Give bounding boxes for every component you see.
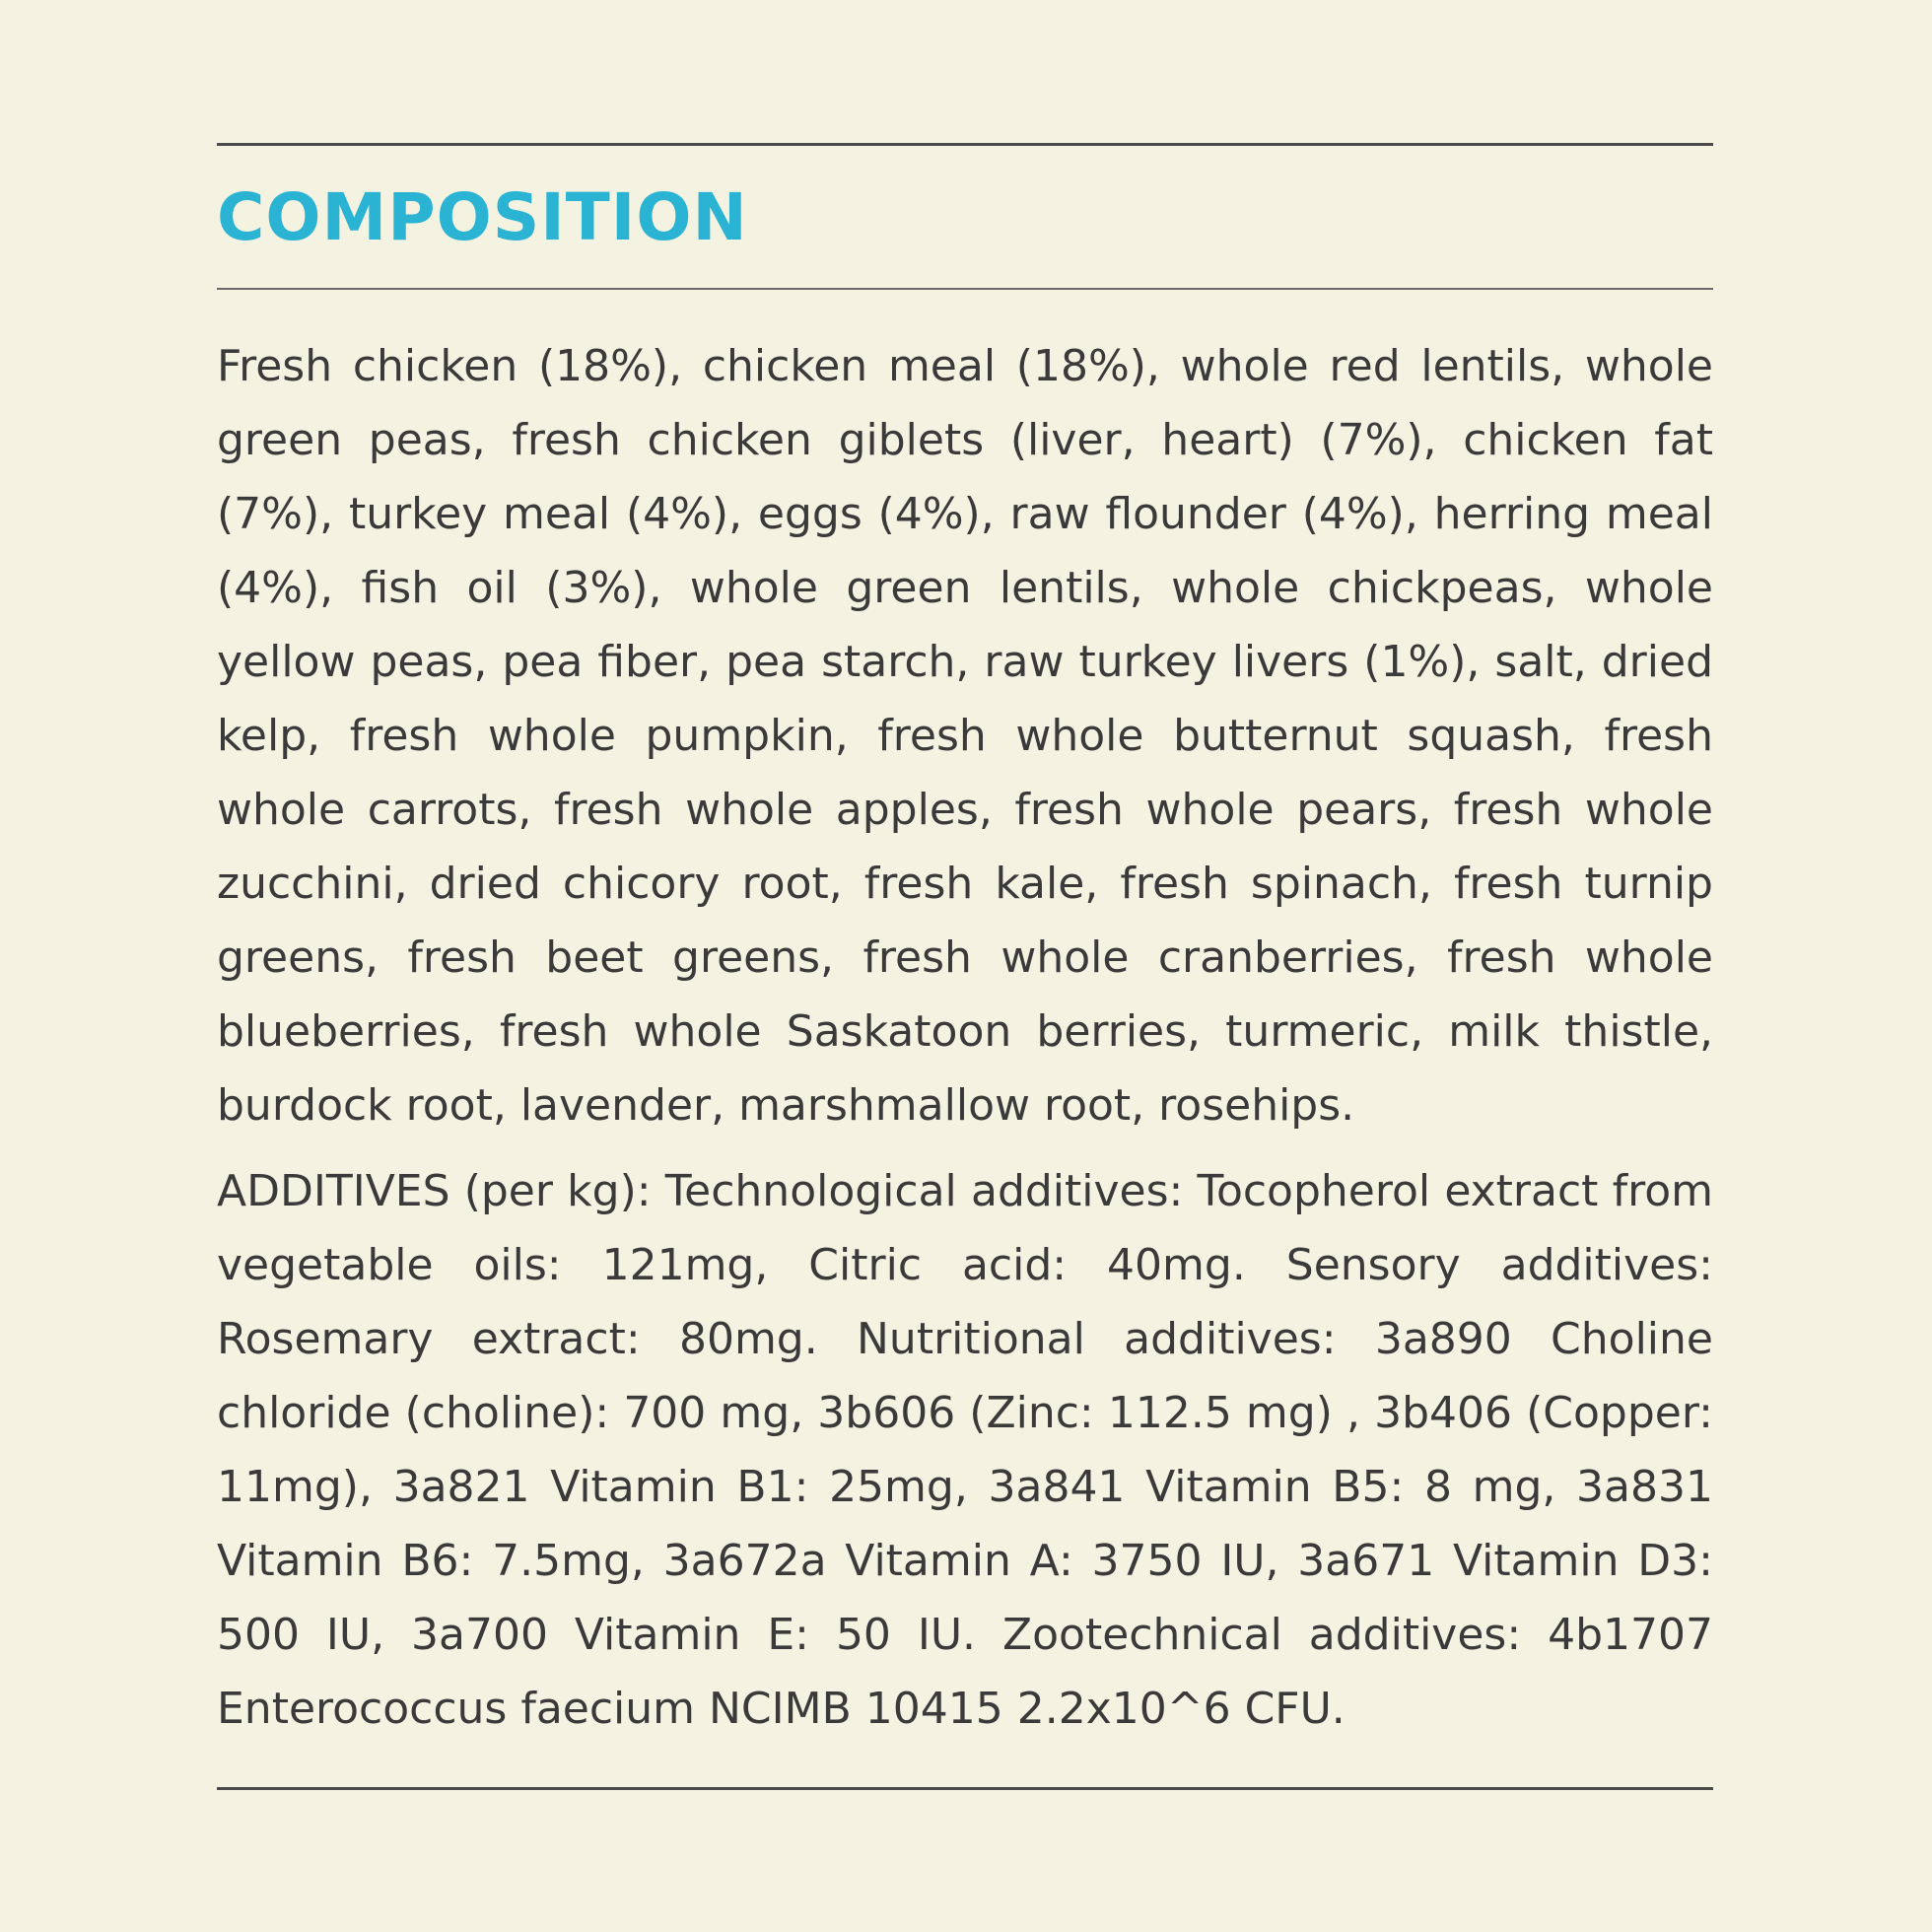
composition-panel xyxy=(217,143,1713,1790)
top-divider xyxy=(217,143,1713,146)
additives-text: ADDITIVES (per kg): Technological additives: Tocopherol extract from vegetable oils: 121mg, Citric acid: 40mg. Sensory additives: Rosemary extract: 80mg. Nutritional additives: 3a890 Choline chloride (choline): 700 mg, 3b606 (Zinc: 112.5 mg) , 3b406 (Copper: 11mg), 3a821 Vitamin B1: 25mg, 3a841 Vitamin B5: 8 mg, 3a831 Vitamin B6: 7.5mg, 3a672a Vitamin A: 3750 IU, 3a671 Vitamin D3: 500 IU, 3a700 Vitamin E: 50 IU. Zootechnical additives: 4b1707 Enterococcus faecium NCIMB 10415 2.2x10^6 CFU. xyxy=(217,1166,1713,1734)
ingredients-text: Fresh chicken (18%), chicken meal (18%), whole red lentils, whole green peas, fresh chicken giblets (liver, heart) (7%), chicken fat (7%), turkey meal (4%), eggs (4%), raw flounder (4%), herring meal (4%), fish oil (3%), whole green lentils, whole chickpeas, whole yellow peas, pea fiber, pea starch, raw turkey livers (1%), salt, dried kelp, fresh whole pumpkin, fresh whole butternut squash, fresh whole carrots, fresh whole apples, fresh whole pears, fresh whole zucchini, dried chicory root, fresh kale, fresh spinach, fresh turnip greens, fresh beet greens, fresh whole cranberries, fresh whole blueberries, fresh whole Saskatoon berries, turmeric, milk thistle, burdock root, lavender, marshmallow root, rosehips. xyxy=(217,341,1713,1131)
bottom-divider xyxy=(217,1787,1713,1790)
section-title: COMPOSITION xyxy=(217,179,748,255)
title-divider xyxy=(217,288,1713,290)
